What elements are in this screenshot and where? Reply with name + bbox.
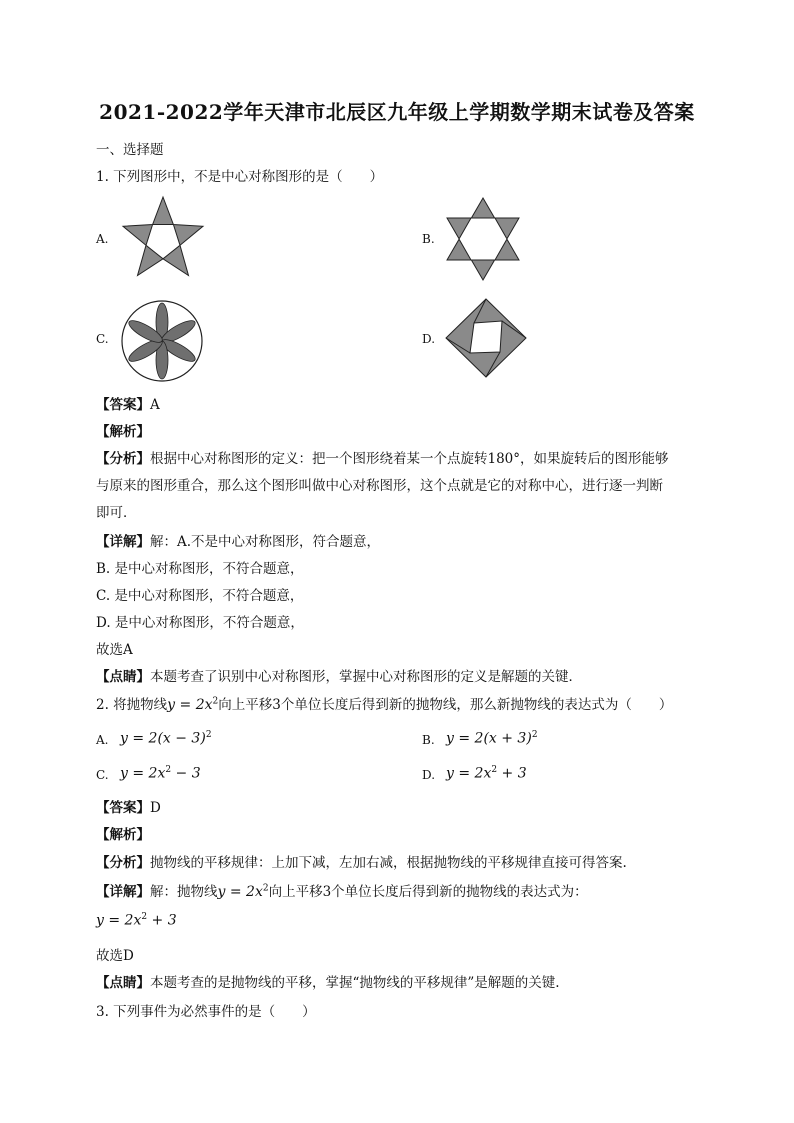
page-title: 2021-2022学年天津市北辰区九年级上学期数学期末试卷及答案 (99, 100, 695, 124)
analysis-tag: 【解析】 (96, 827, 150, 843)
dianjing-text: 本题考查了识别中心对称图形，掌握中心对称图形的定义是解题的关键． (150, 669, 582, 685)
q1-answer: A (150, 397, 160, 413)
q1-fenxi-line2: 与原来的图形重合，那么这个图形叫做中心对称图形，这个点就是它的对称中心，进行逐一判断 (96, 478, 663, 494)
q1-xiangjie-line3: C. 是中心对称图形，不符合题意， (96, 588, 304, 604)
q1-analysis-tag (96, 420, 150, 440)
xiangjie-expr: $y = 2x^2$ (217, 883, 269, 900)
fenxi-tag: 【分析】 (96, 451, 150, 467)
q2-result-formula: $y = 2x^2 + 3$ (96, 912, 177, 929)
fenxi-tag: 【分析】 (96, 855, 150, 871)
q1-xiangjie-line2: B. 是中心对称图形，不符合题意， (96, 561, 304, 577)
fenxi-text-1: 根据中心对称图形的定义：把一个图形绕着某一个点旋转180°，如果旋转后的图形能够 (150, 451, 669, 467)
q1-dianjing-line (96, 665, 582, 685)
six-point-star-figure (444, 196, 522, 282)
q2-answer: D (150, 800, 161, 816)
xiangjie-text-1: 解：A.不是中心对称图形，符合题意， (150, 534, 381, 550)
q2-option-a-label: A. (96, 733, 109, 747)
dianjing-text: 本题考查的是抛物线的平移，掌握“抛物线的平移规律”是解题的关键. (150, 975, 560, 991)
q2-answer-line (96, 796, 161, 816)
circle-petal-figure (120, 299, 204, 383)
xiangjie-tag: 【详解】 (96, 534, 150, 550)
q1-fenxi-line1 (96, 447, 669, 467)
q2-stem-pre: 2. 将抛物线 (96, 697, 168, 713)
answer-tag: 【答案】 (96, 397, 150, 413)
q2-option-c-label: C. (96, 768, 109, 782)
dianjing-tag: 【点睛】 (96, 975, 150, 991)
q1-choose: 故选A (96, 642, 133, 658)
answer-tag: 【答案】 (96, 800, 150, 816)
q1-xiangjie-line1 (96, 530, 380, 550)
q2-option-a: $y = 2(x - 3)^2$ (120, 730, 212, 747)
q2-fenxi-line (96, 851, 627, 871)
section-heading: 一、选择题 (96, 142, 164, 158)
q2-xiangjie-line (96, 880, 588, 900)
q1-xiangjie-line4: D. 是中心对称图形，不符合题意， (96, 615, 304, 631)
q2-analysis-tag (96, 823, 150, 843)
q2-stem-expr: $y = 2x^2$ (167, 696, 219, 713)
option-a-label: A. (96, 232, 109, 246)
q1-answer-line (96, 393, 160, 413)
q2-option-c: $y = 2x^2 - 3$ (120, 765, 201, 782)
q2-option-d-label: D. (422, 768, 436, 782)
question-1-stem: 1. 下列图形中，不是中心对称图形的是（ ） (96, 169, 384, 185)
q2-choose: 故选D (96, 948, 134, 964)
diamond-square-figure (444, 297, 528, 379)
five-point-star-figure (118, 195, 208, 281)
q2-option-b: $y = 2(x + 3)^2$ (446, 730, 538, 747)
q2-option-b-label: B. (422, 733, 435, 747)
q1-fenxi-line3: 即可． (96, 505, 137, 521)
q2-option-d: $y = 2x^2 + 3$ (446, 765, 527, 782)
question-2-stem (96, 693, 672, 713)
option-c-label: C. (96, 332, 109, 346)
q2-dianjing-line (96, 971, 560, 991)
question-3-stem: 3. 下列事件为必然事件的是（ ） (96, 1004, 316, 1020)
q2-stem-post: 向上平移3个单位长度后得到新的抛物线，那么新抛物线的表达式为（ ） (218, 697, 673, 713)
dianjing-tag: 【点睛】 (96, 669, 150, 685)
analysis-tag: 【解析】 (96, 424, 150, 440)
option-d-label: D. (422, 332, 436, 346)
xiangjie-post: 向上平移3个单位长度后得到新的抛物线的表达式为： (268, 884, 588, 900)
fenxi-text: 抛物线的平移规律：上加下减，左加右减，根据抛物线的平移规律直接可得答案. (150, 855, 627, 871)
xiangjie-tag: 【详解】 (96, 884, 150, 900)
xiangjie-pre: 解：抛物线 (150, 884, 218, 900)
option-b-label: B. (422, 232, 435, 246)
